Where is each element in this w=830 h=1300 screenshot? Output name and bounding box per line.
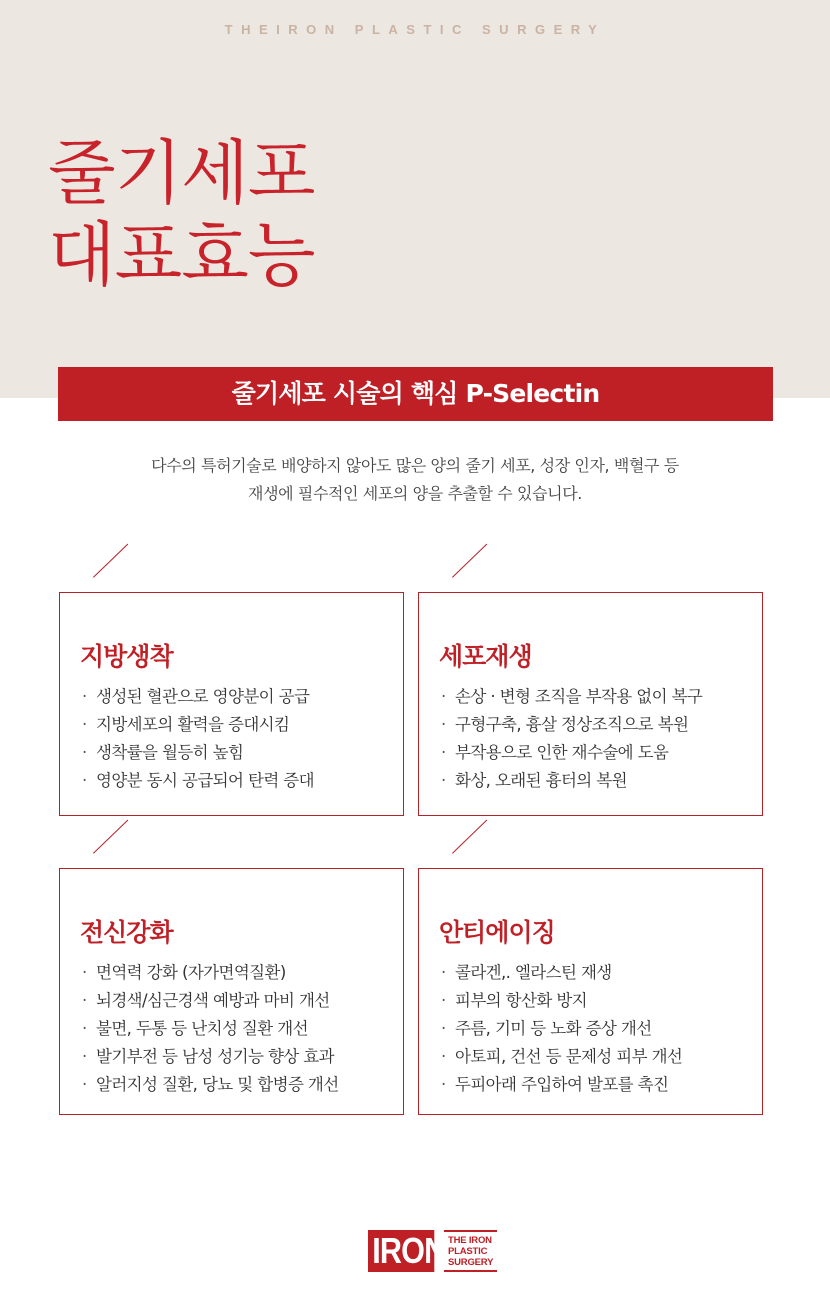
benefit-card-fat-graft bbox=[59, 592, 404, 816]
list-item: · 피부의 항산화 방지 bbox=[441, 987, 682, 1015]
brand-line: THEIRON PLASTIC SURGERY bbox=[224, 22, 606, 37]
logo-main: IRON bbox=[368, 1230, 434, 1272]
list-item: · 구형구축, 흉살 정상조직으로 복원 bbox=[441, 711, 702, 739]
card-title: 안티에이징 bbox=[439, 918, 555, 947]
page-title bbox=[48, 132, 314, 296]
list-item: · 생성된 혈관으로 영양분이 공급 bbox=[82, 683, 314, 711]
intro-text bbox=[0, 452, 830, 508]
logo-sub-line2: PLASTIC bbox=[448, 1245, 488, 1257]
benefit-card-whole-body bbox=[59, 868, 404, 1115]
list-item: · 발기부전 등 남성 성기능 향상 효과 bbox=[82, 1043, 339, 1071]
corner-slash bbox=[93, 544, 128, 578]
card-list bbox=[441, 959, 682, 1099]
logo-subtext bbox=[444, 1230, 497, 1272]
list-item: · 부작용으로 인한 재수술에 도움 bbox=[441, 739, 702, 767]
logo-sub-line3: SURGERY bbox=[448, 1256, 494, 1268]
list-item: · 아토피, 건선 등 문제성 피부 개선 bbox=[441, 1043, 682, 1071]
corner-slash bbox=[452, 820, 487, 854]
card-list bbox=[82, 959, 339, 1099]
corner-slash bbox=[452, 544, 487, 578]
list-item: · 생착률을 월등히 높힘 bbox=[82, 739, 314, 767]
card-title: 전신강화 bbox=[80, 918, 173, 947]
list-item: · 두피아래 주입하여 발포를 촉진 bbox=[441, 1071, 682, 1099]
iron-logo bbox=[368, 1230, 497, 1272]
intro-line2: 재생에 필수적인 세포의 양을 추출할 수 있습니다. bbox=[248, 484, 582, 503]
list-item: · 주름, 기미 등 노화 증상 개선 bbox=[441, 1015, 682, 1043]
list-item: · 알러지성 질환, 당뇨 및 합병증 개선 bbox=[82, 1071, 339, 1099]
benefit-card-anti-aging bbox=[418, 868, 763, 1115]
intro-line1: 다수의 특허기술로 배양하지 않아도 많은 양의 줄기 세포, 성장 인자, 백혈구 등 bbox=[151, 456, 679, 475]
list-item: · 불면, 두통 등 난치성 질환 개선 bbox=[82, 1015, 339, 1043]
list-item: · 면역력 강화 (자가면역질환) bbox=[82, 959, 339, 987]
corner-slash bbox=[93, 820, 128, 854]
page-title-line1: 줄기세포 bbox=[48, 132, 315, 214]
benefit-card-cell-regeneration bbox=[418, 592, 763, 816]
page-title-line2: 대표효능 bbox=[48, 214, 315, 296]
list-item: · 뇌경색/심근경색 예방과 마비 개선 bbox=[82, 987, 339, 1015]
section-banner: 줄기세포 시술의 핵심 P-Selectin bbox=[58, 367, 773, 421]
card-list bbox=[82, 683, 314, 795]
list-item: · 영양분 동시 공급되어 탄력 증대 bbox=[82, 767, 314, 795]
list-item: · 화상, 오래된 흉터의 복원 bbox=[441, 767, 702, 795]
list-item: · 콜라겐,. 엘라스틴 재생 bbox=[441, 959, 682, 987]
card-title: 세포재생 bbox=[439, 642, 532, 671]
card-list bbox=[441, 683, 702, 795]
list-item: · 지방세포의 활력을 증대시킴 bbox=[82, 711, 314, 739]
card-title: 지방생착 bbox=[80, 642, 173, 671]
logo-sub-line1: THE IRON bbox=[448, 1234, 492, 1246]
list-item: · 손상 · 변형 조직을 부작용 없이 복구 bbox=[441, 683, 702, 711]
